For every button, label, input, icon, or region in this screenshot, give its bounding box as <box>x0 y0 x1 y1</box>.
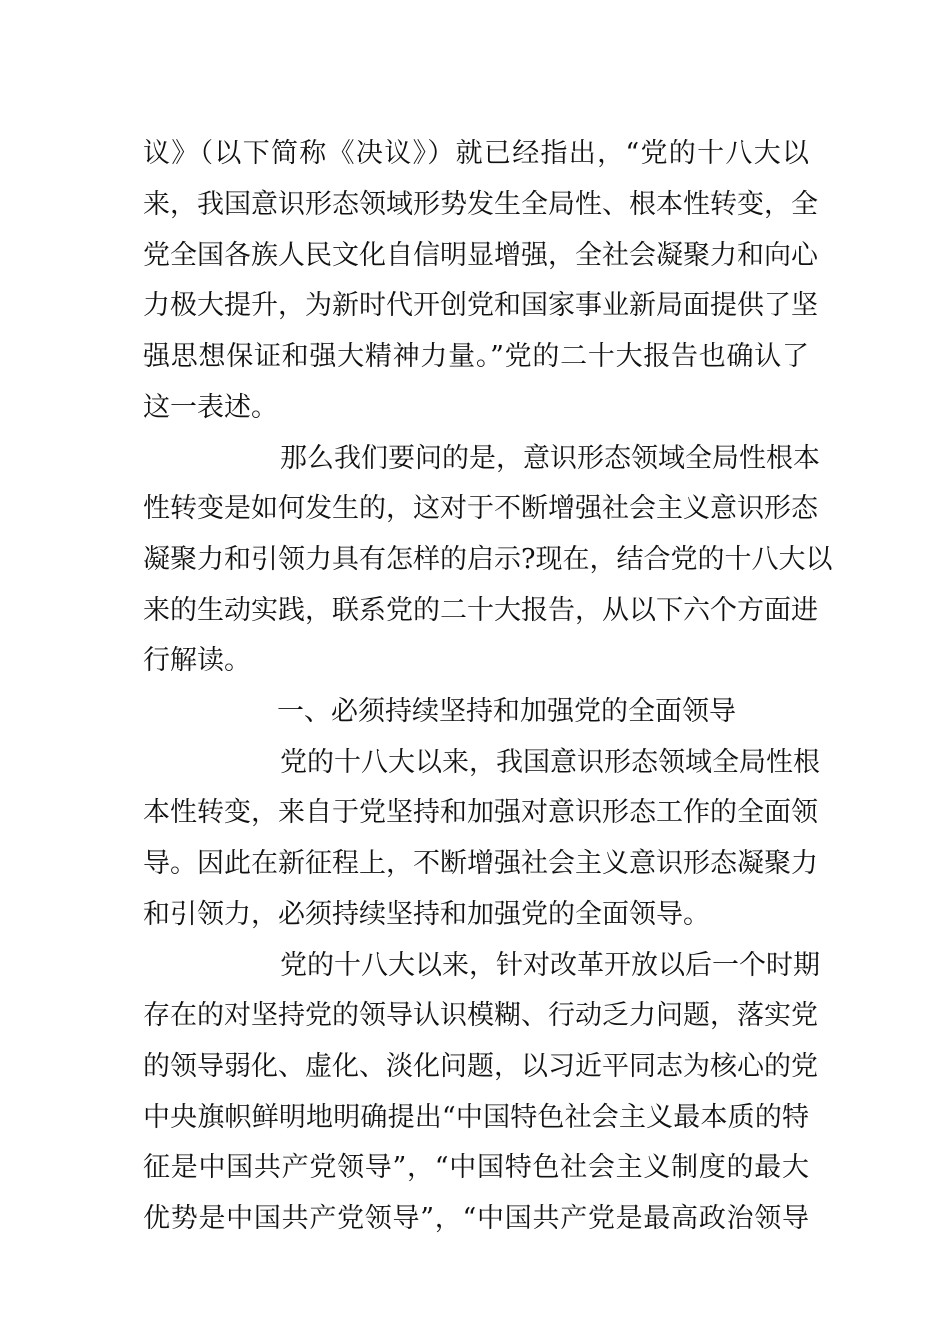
paragraph-4-line-5: 征是中国共产党领导”，“中国特色社会主义制度的最大 <box>143 1152 809 1183</box>
paragraph-3-line-4: 和引领力，必须持续坚持和加强党的全面领导。 <box>143 899 710 930</box>
section-heading: 一、必须持续坚持和加强党的全面领导 <box>277 696 736 727</box>
paragraph-3-line-3: 导。因此在新征程上，不断增强社会主义意识形态凝聚力 <box>143 848 818 879</box>
paragraph-2-line-5: 行解读。 <box>143 645 251 676</box>
paragraph-1-line-6: 这一表述。 <box>143 392 278 423</box>
paragraph-4-line-6: 优势是中国共产党领导”，“中国共产党是最高政治领导 <box>143 1203 809 1234</box>
paragraph-1-line-5: 强思想保证和强大精神力量。”党的二十大报告也确认了 <box>143 341 809 372</box>
paragraph-4-line-2: 存在的对坚持党的领导认识模糊、行动乏力问题，落实党 <box>143 1000 818 1031</box>
paragraph-4-line-4: 中央旗帜鲜明地明确提出“中国特色社会主义最本质的特 <box>143 1102 809 1133</box>
paragraph-2-line-1: 那么我们要问的是，意识形态领域全局性根本 <box>280 443 820 474</box>
paragraph-4-line-1: 党的十八大以来，针对改革开放以后一个时期 <box>280 950 820 981</box>
paragraph-2-line-4: 来的生动实践，联系党的二十大报告，从以下六个方面进 <box>143 595 818 626</box>
paragraph-1-line-4: 力极大提升，为新时代开创党和国家事业新局面提供了坚 <box>143 290 818 321</box>
paragraph-2-line-3: 凝聚力和引领力具有怎样的启示?现在，结合党的十八大以 <box>143 544 833 575</box>
paragraph-1-line-2: 来，我国意识形态领域形势发生全局性、根本性转变，全 <box>143 189 818 220</box>
paragraph-3-line-2: 本性转变，来自于党坚持和加强对意识形态工作的全面领 <box>143 797 818 828</box>
paragraph-3-line-1: 党的十八大以来，我国意识形态领域全局性根 <box>280 747 820 778</box>
paragraph-4-line-3: 的领导弱化、虚化、淡化问题，以习近平同志为核心的党 <box>143 1051 818 1082</box>
paragraph-2-line-2: 性转变是如何发生的，这对于不断增强社会主义意识形态 <box>143 493 818 524</box>
paragraph-1-line-1: 议》（以下简称《决议》）就已经指出，“党的十八大以 <box>143 138 809 169</box>
paragraph-1-line-3: 党全国各族人民文化自信明显增强，全社会凝聚力和向心 <box>143 240 818 271</box>
